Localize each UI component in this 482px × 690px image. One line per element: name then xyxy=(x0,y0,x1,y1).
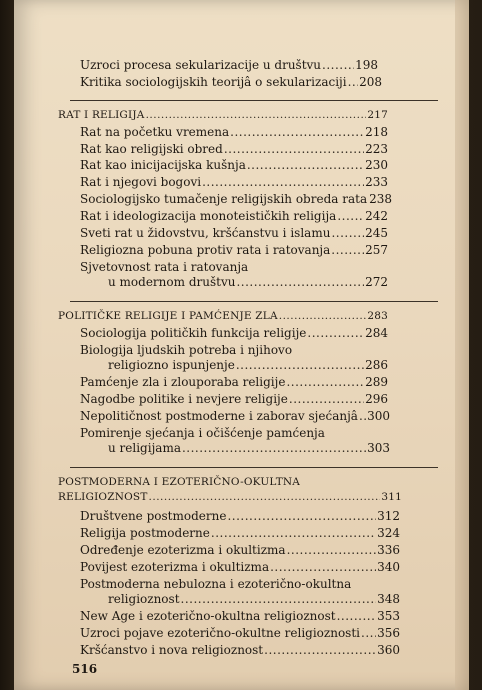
toc-entry[interactable]: Kršćanstvo i nova religioznost ..... 360 xyxy=(80,643,400,657)
toc-entry-continuation[interactable]: religioznost ..... 348 xyxy=(108,592,400,606)
toc-entry[interactable]: Kritika sociologijskih teorijâ o sekularizaciji ..... 208 xyxy=(80,75,382,89)
toc-entry[interactable]: Pamćenje zla i zlouporaba religije ..... 289 xyxy=(80,375,388,389)
toc-entry-first-line[interactable]: Pomirenje sjećanja i očišćenje pamćenja xyxy=(80,426,325,440)
section-divider xyxy=(70,467,438,468)
toc-entry[interactable]: Povijest ezoterizma i okultizma ..... 340 xyxy=(80,560,400,574)
toc-entry[interactable]: Društvene postmoderne ..... 312 xyxy=(80,509,400,523)
toc-entry[interactable]: Religiozna pobuna protiv rata i ratovanja ..... 257 xyxy=(80,243,388,257)
toc-entry-continuation[interactable]: u religijama ..... 303 xyxy=(108,441,390,455)
toc-section-heading[interactable]: POLITIČKE RELIGIJE I PAMĆENJE ZLA ..... 283 xyxy=(58,309,388,323)
page-number: 516 xyxy=(72,662,98,676)
toc-entry[interactable]: Rat kao religijski obred ..... 223 xyxy=(80,142,388,156)
toc-entry[interactable]: New Age i ezoterično-okultna religioznost ..... 353 xyxy=(80,609,400,623)
section-divider xyxy=(70,100,438,101)
toc-entry[interactable]: Religija postmoderne ..... 324 xyxy=(80,526,400,540)
toc-entry[interactable]: Rat i njegovi bogovi ..... 233 xyxy=(80,175,388,189)
toc-entry[interactable]: Sveti rat u židovstvu, kršćanstvu i islamu ..... 245 xyxy=(80,226,388,240)
toc-entry[interactable]: Nepolitičnost postmoderne i zaborav sjećanjâ ..... 300 xyxy=(80,409,390,423)
toc-entry-first-line[interactable]: Biologija ljudskih potreba i njihovo xyxy=(80,343,293,357)
section-divider xyxy=(70,301,438,302)
toc-entry[interactable]: Određenje ezoterizma i okultizma ..... 336 xyxy=(80,543,400,557)
toc-entry-continuation[interactable]: u modernom društvu ..... 272 xyxy=(108,275,388,289)
toc-entry[interactable]: Rat i ideologizacija monoteističkih religija ..... 242 xyxy=(80,209,388,223)
toc-entry[interactable]: Uzroci pojave ezoterično-okultne religioznosti ..... 356 xyxy=(80,626,400,640)
toc-section-heading[interactable]: RAT I RELIGIJA ..... 217 xyxy=(58,108,388,122)
toc-entry[interactable]: Rat kao inicijacijska kušnja ..... 230 xyxy=(80,158,388,172)
page-edge xyxy=(455,0,469,690)
book-page xyxy=(14,0,469,690)
toc-section-heading[interactable]: RELIGIOZNOST ..... 311 xyxy=(58,490,402,504)
toc-entry[interactable]: Rat na početku vremena ..... 218 xyxy=(80,125,388,139)
toc-entry[interactable]: Nagodbe politike i nevjere religije ..... 296 xyxy=(80,392,388,406)
toc-section-heading-first-line[interactable]: POSTMODERNA I EZOTERIČNO-OKULTNA xyxy=(58,476,301,488)
toc-entry[interactable]: Sociologija političkih funkcija religije ..... 284 xyxy=(80,326,388,340)
toc-entry-first-line[interactable]: Postmoderna nebulozna i ezoterično-okultna xyxy=(80,577,352,591)
toc-entry-continuation[interactable]: religiozno ispunjenje ..... 286 xyxy=(108,358,388,372)
toc-entry[interactable]: Uzroci procesa sekularizacije u društvu ..... 198 xyxy=(80,58,378,72)
toc-entry[interactable]: Sociologijsko tumačenje religijskih obreda rata 238 xyxy=(80,192,393,206)
toc-entry-first-line[interactable]: Sjvetovnost rata i ratovanja xyxy=(80,260,249,274)
